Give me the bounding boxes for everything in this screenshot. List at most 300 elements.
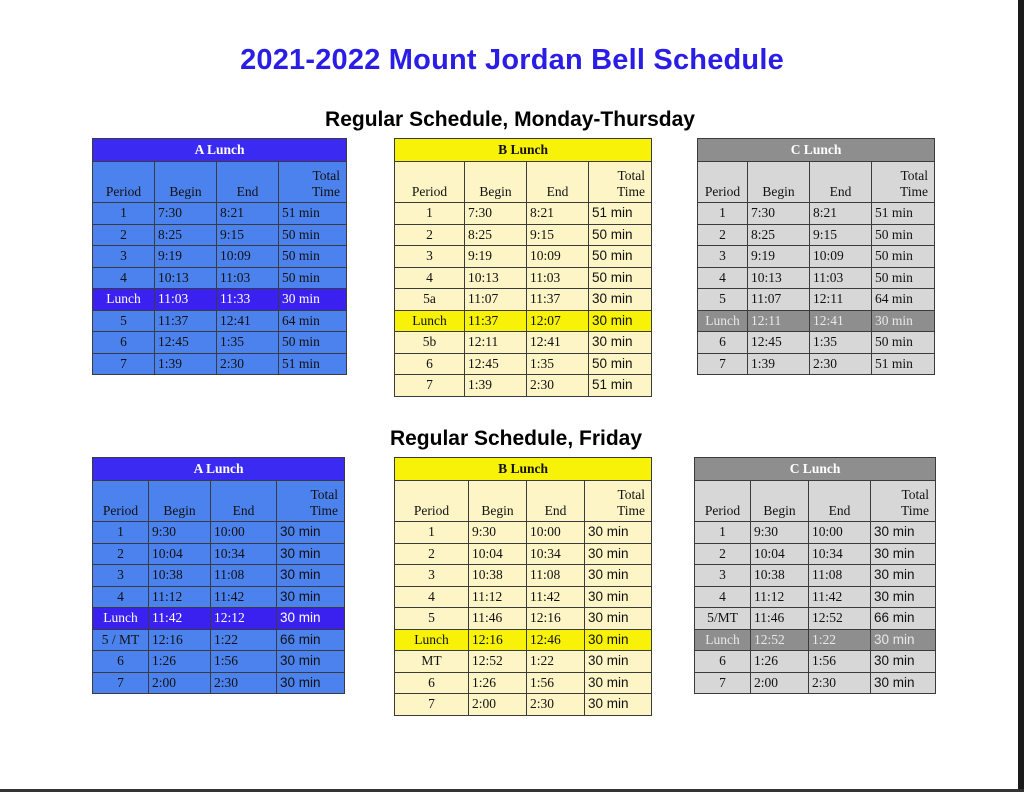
total-time-cell: 51 min	[589, 203, 652, 225]
column-header: Period	[698, 162, 748, 203]
begin-cell: 12:45	[155, 332, 217, 354]
period-cell: 2	[395, 224, 465, 246]
begin-cell: 12:45	[748, 332, 810, 354]
period-cell: 5	[698, 289, 748, 311]
period-cell: 5/MT	[695, 608, 751, 630]
end-cell: 2:30	[527, 694, 585, 716]
total-time-cell: 30 min	[277, 586, 345, 608]
total-time-cell: 30 min	[871, 586, 936, 608]
total-time-cell: 30 min	[585, 565, 652, 587]
period-cell: 4	[395, 586, 469, 608]
end-cell: 12:11	[810, 289, 872, 311]
schedule-table-mon-thu-b-lunch	[394, 138, 652, 397]
table-row	[395, 586, 652, 608]
end-cell: 12:41	[527, 332, 589, 354]
end-cell: 11:42	[527, 586, 585, 608]
period-cell: 1	[395, 522, 469, 544]
period-cell: 3	[93, 565, 149, 587]
total-time-cell: 51 min	[872, 203, 935, 225]
period-cell: MT	[395, 651, 469, 673]
begin-cell: 12:45	[465, 353, 527, 375]
begin-cell: 9:30	[469, 522, 527, 544]
table-row	[93, 267, 347, 289]
table-row	[395, 651, 652, 673]
end-cell: 11:37	[527, 289, 589, 311]
schedule-table-mon-thu-c-lunch	[697, 138, 935, 375]
column-header: Period	[395, 481, 469, 522]
end-cell: 10:00	[211, 522, 277, 544]
end-cell: 10:34	[211, 543, 277, 565]
total-time-cell: 30 min	[585, 651, 652, 673]
table-title: A Lunch	[93, 458, 345, 481]
column-header: Period	[93, 162, 155, 203]
begin-cell: 9:30	[751, 522, 809, 544]
column-header: Total Time	[871, 481, 936, 522]
period-cell: 5	[395, 608, 469, 630]
schedule-table-mon-thu-a-lunch	[92, 138, 347, 375]
period-cell: 7	[695, 672, 751, 694]
total-time-cell: 51 min	[279, 203, 347, 225]
period-cell: 5a	[395, 289, 465, 311]
end-cell: 2:30	[809, 672, 871, 694]
total-time-cell: 50 min	[279, 332, 347, 354]
total-time-cell: 30 min	[589, 310, 652, 332]
end-cell: 9:15	[527, 224, 589, 246]
period-cell: 3	[395, 565, 469, 587]
table-row	[395, 246, 652, 268]
total-time-cell: 30 min	[871, 565, 936, 587]
column-header-row	[695, 481, 936, 522]
period-cell: Lunch	[395, 629, 469, 651]
end-cell: 11:42	[211, 586, 277, 608]
begin-cell: 12:52	[469, 651, 527, 673]
total-time-cell: 30 min	[279, 289, 347, 311]
end-cell: 1:35	[810, 332, 872, 354]
lunch-row	[93, 289, 347, 311]
begin-cell: 1:26	[469, 672, 527, 694]
column-header: Begin	[149, 481, 211, 522]
table-row	[698, 289, 935, 311]
period-cell: 3	[698, 246, 748, 268]
period-cell: 7	[93, 353, 155, 375]
total-time-cell: 64 min	[279, 310, 347, 332]
begin-cell: 8:25	[748, 224, 810, 246]
column-header-row	[395, 481, 652, 522]
begin-cell: 12:52	[751, 629, 809, 651]
end-cell: 11:08	[809, 565, 871, 587]
column-header: Total Time	[277, 481, 345, 522]
section-heading-friday: Regular Schedule, Friday	[389, 427, 643, 450]
begin-cell: 11:03	[155, 289, 217, 311]
end-cell: 2:30	[211, 672, 277, 694]
end-cell: 10:00	[809, 522, 871, 544]
total-time-cell: 30 min	[277, 543, 345, 565]
table-row	[93, 522, 345, 544]
table-title-row	[93, 139, 347, 162]
begin-cell: 12:11	[465, 332, 527, 354]
begin-cell: 10:38	[149, 565, 211, 587]
period-cell: 3	[93, 246, 155, 268]
table-title-row	[695, 458, 936, 481]
total-time-cell: 30 min	[589, 289, 652, 311]
end-cell: 12:07	[527, 310, 589, 332]
column-header: End	[810, 162, 872, 203]
total-time-cell: 50 min	[589, 267, 652, 289]
period-cell: 4	[698, 267, 748, 289]
begin-cell: 10:13	[748, 267, 810, 289]
begin-cell: 11:07	[748, 289, 810, 311]
total-time-cell: 66 min	[277, 629, 345, 651]
period-cell: 2	[93, 543, 149, 565]
table-row	[395, 608, 652, 630]
begin-cell: 11:12	[149, 586, 211, 608]
column-header: Period	[93, 481, 149, 522]
total-time-cell: 50 min	[872, 224, 935, 246]
total-time-cell: 50 min	[872, 332, 935, 354]
table-row	[695, 651, 936, 673]
begin-cell: 7:30	[465, 203, 527, 225]
begin-cell: 1:39	[465, 375, 527, 397]
begin-cell: 11:42	[149, 608, 211, 630]
column-header-row	[93, 162, 347, 203]
total-time-cell: 50 min	[279, 224, 347, 246]
total-time-cell: 30 min	[277, 565, 345, 587]
total-time-cell: 51 min	[279, 353, 347, 375]
total-time-cell: 30 min	[585, 629, 652, 651]
begin-cell: 10:04	[149, 543, 211, 565]
total-time-cell: 50 min	[589, 246, 652, 268]
total-time-cell: 50 min	[872, 246, 935, 268]
table-row	[93, 310, 347, 332]
table-row	[93, 586, 345, 608]
total-time-cell: 50 min	[589, 353, 652, 375]
lunch-row	[93, 608, 345, 630]
end-cell: 12:12	[211, 608, 277, 630]
section-heading-mon-thu: Regular Schedule, Monday-Thursday	[325, 108, 695, 131]
schedule-table-friday-a-lunch	[92, 457, 345, 694]
begin-cell: 11:12	[469, 586, 527, 608]
table-row	[695, 672, 936, 694]
begin-cell: 2:00	[149, 672, 211, 694]
end-cell: 9:15	[810, 224, 872, 246]
period-cell: 4	[93, 586, 149, 608]
begin-cell: 11:12	[751, 586, 809, 608]
end-cell: 10:09	[527, 246, 589, 268]
end-cell: 12:41	[810, 310, 872, 332]
total-time-cell: 30 min	[585, 522, 652, 544]
begin-cell: 10:04	[469, 543, 527, 565]
period-cell: 6	[695, 651, 751, 673]
begin-cell: 11:07	[465, 289, 527, 311]
table-row	[93, 565, 345, 587]
column-header: Begin	[751, 481, 809, 522]
begin-cell: 1:39	[155, 353, 217, 375]
begin-cell: 9:19	[748, 246, 810, 268]
total-time-cell: 30 min	[277, 651, 345, 673]
period-cell: 5b	[395, 332, 465, 354]
begin-cell: 9:19	[465, 246, 527, 268]
period-cell: 6	[93, 332, 155, 354]
total-time-cell: 30 min	[871, 651, 936, 673]
end-cell: 1:22	[527, 651, 585, 673]
begin-cell: 9:19	[155, 246, 217, 268]
end-cell: 1:56	[809, 651, 871, 673]
begin-cell: 2:00	[469, 694, 527, 716]
table-row	[395, 267, 652, 289]
column-header: Total Time	[589, 162, 652, 203]
column-header: Begin	[469, 481, 527, 522]
period-cell: 1	[695, 522, 751, 544]
end-cell: 10:34	[809, 543, 871, 565]
lunch-row	[698, 310, 935, 332]
table-row	[395, 289, 652, 311]
begin-cell: 11:46	[751, 608, 809, 630]
lunch-row	[695, 629, 936, 651]
table-row	[93, 672, 345, 694]
table-row	[395, 332, 652, 354]
end-cell: 10:09	[217, 246, 279, 268]
end-cell: 10:34	[527, 543, 585, 565]
column-header: Total Time	[279, 162, 347, 203]
end-cell: 1:56	[527, 672, 585, 694]
column-header: Begin	[155, 162, 217, 203]
end-cell: 11:08	[211, 565, 277, 587]
end-cell: 1:22	[809, 629, 871, 651]
lunch-row	[395, 310, 652, 332]
end-cell: 1:22	[211, 629, 277, 651]
end-cell: 8:21	[527, 203, 589, 225]
column-header-row	[93, 481, 345, 522]
table-row	[395, 224, 652, 246]
end-cell: 9:15	[217, 224, 279, 246]
begin-cell: 11:46	[469, 608, 527, 630]
column-header: Begin	[465, 162, 527, 203]
total-time-cell: 30 min	[277, 608, 345, 630]
table-row	[698, 203, 935, 225]
end-cell: 11:33	[217, 289, 279, 311]
period-cell: 2	[695, 543, 751, 565]
table-row	[698, 353, 935, 375]
total-time-cell: 30 min	[585, 543, 652, 565]
end-cell: 11:08	[527, 565, 585, 587]
column-header-row	[395, 162, 652, 203]
column-header: Period	[395, 162, 465, 203]
table-row	[93, 224, 347, 246]
period-cell: 1	[93, 203, 155, 225]
table-row	[698, 246, 935, 268]
table-row	[395, 203, 652, 225]
period-cell: 7	[395, 694, 469, 716]
total-time-cell: 30 min	[589, 332, 652, 354]
table-row	[93, 246, 347, 268]
table-row	[93, 203, 347, 225]
period-cell: 1	[698, 203, 748, 225]
page-title: 2021-2022 Mount Jordan Bell Schedule	[240, 44, 784, 76]
table-row	[93, 353, 347, 375]
total-time-cell: 51 min	[589, 375, 652, 397]
table-row	[395, 543, 652, 565]
table-row	[698, 267, 935, 289]
period-cell: 4	[93, 267, 155, 289]
table-row	[395, 375, 652, 397]
total-time-cell: 30 min	[585, 608, 652, 630]
table-row	[695, 586, 936, 608]
begin-cell: 1:26	[751, 651, 809, 673]
period-cell: 4	[695, 586, 751, 608]
begin-cell: 12:16	[149, 629, 211, 651]
table-title-row	[395, 139, 652, 162]
total-time-cell: 30 min	[871, 629, 936, 651]
table-title: B Lunch	[395, 139, 652, 162]
period-cell: 3	[395, 246, 465, 268]
table-row	[93, 629, 345, 651]
table-title: C Lunch	[695, 458, 936, 481]
end-cell: 2:30	[527, 375, 589, 397]
end-cell: 12:52	[809, 608, 871, 630]
end-cell: 12:41	[217, 310, 279, 332]
begin-cell: 12:11	[748, 310, 810, 332]
end-cell: 10:09	[810, 246, 872, 268]
total-time-cell: 30 min	[585, 586, 652, 608]
end-cell: 12:16	[527, 608, 585, 630]
period-cell: 5	[93, 310, 155, 332]
schedule-table-friday-b-lunch	[394, 457, 652, 716]
column-header: End	[217, 162, 279, 203]
period-cell: Lunch	[698, 310, 748, 332]
total-time-cell: 30 min	[871, 672, 936, 694]
table-row	[395, 672, 652, 694]
begin-cell: 9:30	[149, 522, 211, 544]
total-time-cell: 50 min	[279, 246, 347, 268]
total-time-cell: 64 min	[872, 289, 935, 311]
total-time-cell: 50 min	[589, 224, 652, 246]
table-title: C Lunch	[698, 139, 935, 162]
total-time-cell: 30 min	[277, 522, 345, 544]
end-cell: 11:03	[217, 267, 279, 289]
total-time-cell: 30 min	[585, 694, 652, 716]
table-row	[698, 332, 935, 354]
begin-cell: 1:39	[748, 353, 810, 375]
begin-cell: 8:25	[465, 224, 527, 246]
begin-cell: 10:04	[751, 543, 809, 565]
total-time-cell: 30 min	[871, 522, 936, 544]
column-header: Begin	[748, 162, 810, 203]
total-time-cell: 30 min	[872, 310, 935, 332]
begin-cell: 7:30	[748, 203, 810, 225]
column-header: End	[211, 481, 277, 522]
end-cell: 1:56	[211, 651, 277, 673]
begin-cell: 2:00	[751, 672, 809, 694]
begin-cell: 12:16	[469, 629, 527, 651]
period-cell: 2	[698, 224, 748, 246]
begin-cell: 10:13	[155, 267, 217, 289]
period-cell: 6	[93, 651, 149, 673]
column-header: End	[809, 481, 871, 522]
period-cell: 1	[93, 522, 149, 544]
period-cell: 6	[395, 672, 469, 694]
table-title-row	[93, 458, 345, 481]
table-title: A Lunch	[93, 139, 347, 162]
end-cell: 11:03	[810, 267, 872, 289]
end-cell: 1:35	[217, 332, 279, 354]
period-cell: 3	[695, 565, 751, 587]
end-cell: 2:30	[810, 353, 872, 375]
column-header-row	[698, 162, 935, 203]
table-row	[93, 543, 345, 565]
table-title-row	[698, 139, 935, 162]
period-cell: 5 / MT	[93, 629, 149, 651]
begin-cell: 10:38	[751, 565, 809, 587]
end-cell: 11:42	[809, 586, 871, 608]
begin-cell: 11:37	[465, 310, 527, 332]
end-cell: 8:21	[217, 203, 279, 225]
column-header: End	[527, 162, 589, 203]
column-header: Total Time	[872, 162, 935, 203]
period-cell: 7	[698, 353, 748, 375]
end-cell: 2:30	[217, 353, 279, 375]
table-row	[695, 543, 936, 565]
end-cell: 12:46	[527, 629, 585, 651]
period-cell: 2	[93, 224, 155, 246]
table-row	[93, 332, 347, 354]
begin-cell: 7:30	[155, 203, 217, 225]
table-row	[395, 522, 652, 544]
period-cell: 4	[395, 267, 465, 289]
total-time-cell: 30 min	[871, 543, 936, 565]
table-row	[695, 522, 936, 544]
end-cell: 1:35	[527, 353, 589, 375]
lunch-row	[395, 629, 652, 651]
begin-cell: 8:25	[155, 224, 217, 246]
total-time-cell: 50 min	[872, 267, 935, 289]
table-row	[698, 224, 935, 246]
table-row	[395, 565, 652, 587]
begin-cell: 10:38	[469, 565, 527, 587]
table-row	[93, 651, 345, 673]
column-header: Period	[695, 481, 751, 522]
period-cell: 1	[395, 203, 465, 225]
period-cell: 7	[93, 672, 149, 694]
period-cell: Lunch	[93, 608, 149, 630]
period-cell: Lunch	[695, 629, 751, 651]
total-time-cell: 51 min	[872, 353, 935, 375]
table-title-row	[395, 458, 652, 481]
period-cell: 7	[395, 375, 465, 397]
total-time-cell: 30 min	[277, 672, 345, 694]
total-time-cell: 66 min	[871, 608, 936, 630]
column-header: End	[527, 481, 585, 522]
period-cell: Lunch	[93, 289, 155, 311]
column-header: Total Time	[585, 481, 652, 522]
table-title: B Lunch	[395, 458, 652, 481]
period-cell: 2	[395, 543, 469, 565]
begin-cell: 11:37	[155, 310, 217, 332]
begin-cell: 10:13	[465, 267, 527, 289]
end-cell: 11:03	[527, 267, 589, 289]
begin-cell: 1:26	[149, 651, 211, 673]
table-row	[395, 353, 652, 375]
period-cell: Lunch	[395, 310, 465, 332]
period-cell: 6	[698, 332, 748, 354]
table-row	[695, 565, 936, 587]
end-cell: 10:00	[527, 522, 585, 544]
end-cell: 8:21	[810, 203, 872, 225]
period-cell: 6	[395, 353, 465, 375]
total-time-cell: 50 min	[279, 267, 347, 289]
table-row	[395, 694, 652, 716]
total-time-cell: 30 min	[585, 672, 652, 694]
table-row	[695, 608, 936, 630]
